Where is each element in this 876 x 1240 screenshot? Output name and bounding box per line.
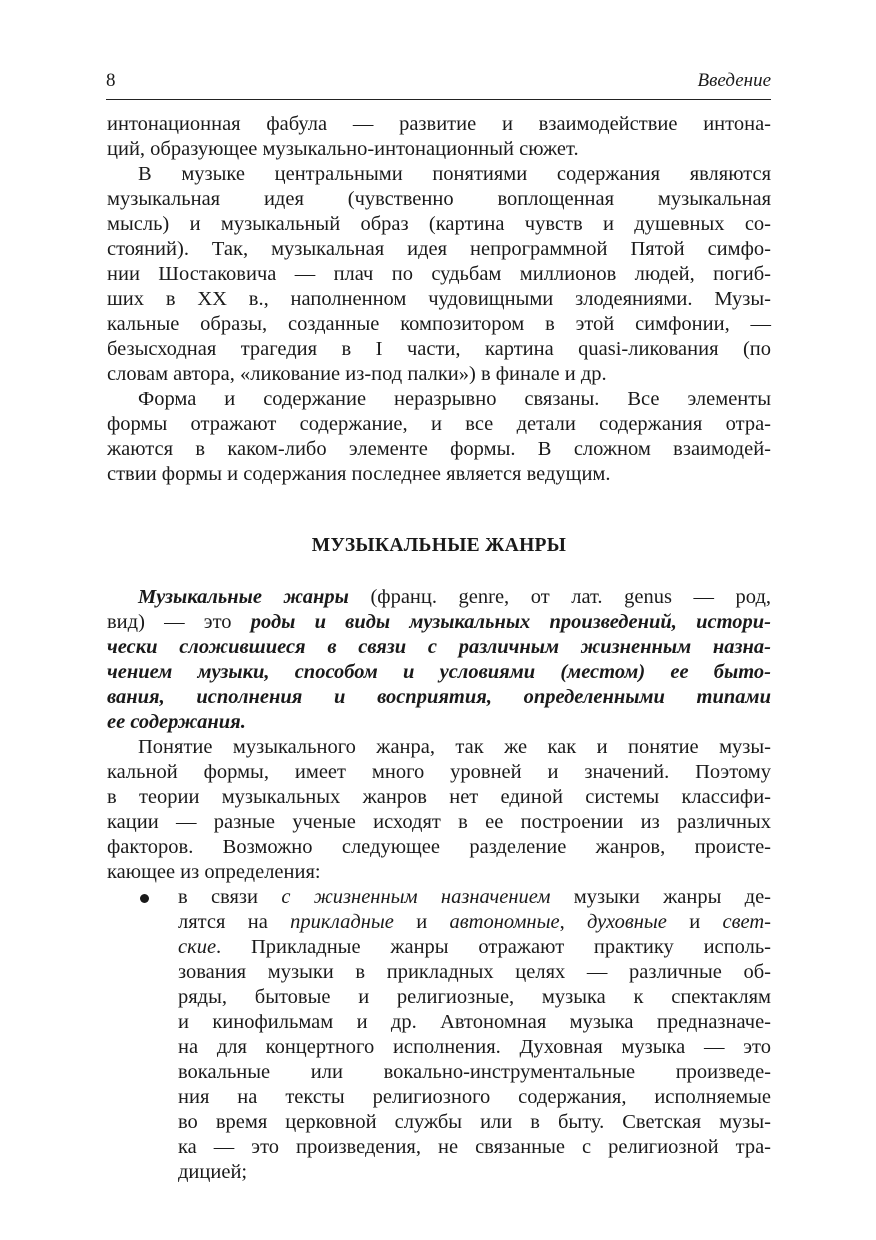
text-block-before-heading	[107, 112, 771, 487]
paragraph	[107, 162, 771, 387]
paragraph	[107, 585, 771, 735]
text-segment: и	[393, 911, 450, 933]
text-segment: кации — разные ученые исходят в ее построении из различных	[107, 811, 771, 833]
text-segment: ,	[559, 911, 588, 933]
text-segment: музыки жанры де-	[550, 886, 772, 908]
text-segment: вид) — это	[107, 611, 251, 633]
text-segment: и кинофильмам и др. Автономная музыка предназначе-	[178, 1011, 771, 1033]
paragraph	[107, 112, 771, 162]
text-segment: кающее из определения:	[107, 861, 321, 883]
text-line	[107, 312, 771, 337]
text-segment: стояний). Так, музыкальная идея непрограммной Пятой симфо-	[107, 238, 771, 260]
text-line	[107, 337, 771, 362]
text-line	[107, 810, 771, 835]
text-segment: Понятие музыкального жанра, так же как и понятие музы-	[138, 736, 771, 758]
text-line	[107, 710, 771, 735]
text-segment: ствии формы и содержания последнее является ведущим.	[107, 463, 611, 485]
text-line	[107, 137, 771, 162]
text-segment: интонационная фабула — развитие и взаимодействие интона-	[107, 113, 771, 135]
text-segment: жаются в каком-либо элементе формы. В сложном взаимодей-	[107, 438, 771, 460]
text-line	[178, 960, 771, 985]
emphasized-text: ее содержания.	[107, 711, 246, 733]
header-rule	[106, 99, 771, 100]
emphasized-text: роды и виды музыкальных произведений, истори-	[250, 611, 771, 633]
text-line	[107, 162, 771, 187]
text-segment: В музыке центральными понятиями содержания являются	[138, 163, 771, 185]
emphasized-text: прикладные	[290, 911, 394, 933]
text-line	[107, 387, 771, 412]
section-heading: МУЗЫКАЛЬНЫЕ ЖАНРЫ	[311, 535, 567, 556]
text-line	[107, 112, 771, 137]
text-line	[178, 1085, 771, 1110]
text-line	[107, 437, 771, 462]
text-segment: факторов. Возможно следующее разделение жанров, происте-	[107, 836, 771, 858]
text-line	[107, 362, 771, 387]
text-line	[107, 860, 771, 885]
text-line	[178, 885, 771, 910]
bullet-item	[107, 885, 771, 1185]
text-segment: безысходная трагедия в I части, картина quasi-ликования (по	[107, 338, 771, 360]
text-line	[107, 835, 771, 860]
text-line	[107, 262, 771, 287]
text-line	[107, 287, 771, 312]
emphasized-text: свет-	[722, 911, 771, 933]
text-line	[178, 1060, 771, 1085]
paragraph	[107, 387, 771, 487]
text-segment: Форма и содержание неразрывно связаны. Все элементы	[138, 388, 771, 410]
emphasized-text: чески сложившиеся в связи с различным жизненным назна-	[107, 636, 771, 658]
text-segment: во время церковной службы или в быту. Светская музы-	[178, 1111, 771, 1133]
text-line	[107, 610, 771, 635]
text-segment: словам автора, «ликование из-под палки») в финале и др.	[107, 363, 607, 385]
emphasized-text: вания, исполнения и восприятия, определенными типами	[107, 686, 771, 708]
emphasized-text: Музыкальные жанры	[138, 586, 349, 608]
bullet-icon	[140, 894, 149, 903]
emphasized-text: с жизненным назначением	[281, 886, 551, 908]
text-line	[107, 412, 771, 437]
text-segment: ций, образующее музыкально-интонационный сюжет.	[107, 138, 579, 160]
text-line	[178, 910, 771, 935]
text-line	[107, 785, 771, 810]
text-segment: мысль) и музыкальный образ (картина чувств и душевных со-	[107, 213, 771, 235]
text-segment: кальной формы, имеет много уровней и значений. Поэтому	[107, 761, 771, 783]
text-segment: в связи	[178, 886, 282, 908]
emphasized-text: чением музыки, способом и условиями (местом) ее быто-	[107, 661, 771, 683]
text-segment: ния на тексты религиозного содержания, исполняемые	[178, 1086, 771, 1108]
text-line	[178, 985, 771, 1010]
running-head: Введение	[697, 70, 771, 91]
text-segment: и	[666, 911, 723, 933]
text-segment: ших в XX в., наполненном чудовищными злодеяниями. Музы-	[107, 288, 771, 310]
text-segment: в теории музыкальных жанров нет единой системы классифи-	[107, 786, 771, 808]
text-line	[107, 585, 771, 610]
text-line	[107, 187, 771, 212]
text-line	[178, 1160, 771, 1185]
text-segment: кальные образы, созданные композитором в этой симфонии, —	[107, 313, 771, 335]
text-line	[178, 1135, 771, 1160]
text-line	[178, 1010, 771, 1035]
text-line	[107, 760, 771, 785]
text-segment: на для концертного исполнения. Духовная музыка — это	[178, 1036, 771, 1058]
text-segment: ряды, бытовые и религиозные, музыка к спектаклям	[178, 986, 771, 1008]
text-line	[107, 735, 771, 760]
text-segment: формы отражают содержание, и все детали содержания отра-	[107, 413, 771, 435]
text-segment: (франц. genre, от лат. genus — род,	[348, 586, 771, 608]
text-line	[178, 1035, 771, 1060]
emphasized-text: духовные	[587, 911, 667, 933]
paragraph	[107, 735, 771, 885]
text-segment: вокальные или вокально-инструментальные произведе-	[178, 1061, 771, 1083]
text-line	[178, 1110, 771, 1135]
text-line	[107, 462, 771, 487]
text-line	[107, 685, 771, 710]
text-segment: ка — это произведения, не связанные с религиозной тра-	[178, 1136, 771, 1158]
text-block-after-heading	[107, 585, 771, 1185]
text-segment: . Прикладные жанры отражают практику исполь-	[216, 936, 771, 958]
text-segment: дицией;	[178, 1161, 248, 1183]
page-number: 8	[106, 70, 116, 91]
text-line	[178, 935, 771, 960]
text-line	[107, 212, 771, 237]
text-line	[107, 237, 771, 262]
text-segment: лятся на	[178, 911, 291, 933]
text-line	[107, 635, 771, 660]
emphasized-text: автономные	[449, 911, 560, 933]
text-segment: музыкальная идея (чувственно воплощенная музыкальная	[107, 188, 771, 210]
text-segment: нии Шостаковича — плач по судьбам миллионов людей, погиб-	[107, 263, 771, 285]
text-segment: зования музыки в прикладных целях — различные об-	[178, 961, 771, 983]
emphasized-text: ские	[178, 936, 217, 958]
text-line	[107, 660, 771, 685]
